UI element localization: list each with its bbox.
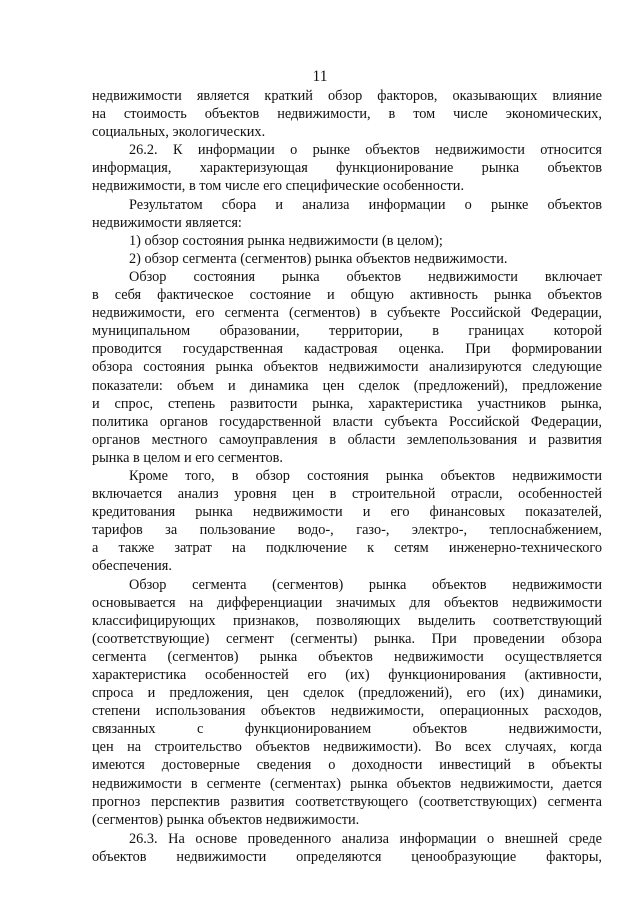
text-line: недвижимости, его сегмента (сегментов) в субъекте Российской Федерации, bbox=[92, 305, 602, 322]
text-line: включается анализ уровня цен в строительной отрасли, особенностей bbox=[92, 486, 602, 503]
text-line: (сегментов) рынка объектов недвижимости. bbox=[92, 811, 360, 828]
text-line: недвижимости в сегменте (сегментах) рынка объектов недвижимости, дается bbox=[92, 775, 602, 792]
text-line: проводится государственная кадастровая оценка. При формировании bbox=[92, 341, 602, 358]
text-line: 26.3. На основе проведенного анализа информации о внешней среде bbox=[129, 831, 602, 848]
text-line: политика органов государственной власти субъекта Российской Федерации, bbox=[92, 413, 602, 430]
text-line: показатели: объем и динамика цен сделок (предложений), предложение bbox=[92, 377, 602, 394]
text-line: Результатом сбора и анализа информации о рынке объектов bbox=[129, 196, 602, 213]
text-line: Обзор состояния рынка объектов недвижимости включает bbox=[129, 268, 602, 285]
text-line: 2) обзор сегмента (сегментов) рынка объектов недвижимости. bbox=[129, 250, 508, 267]
text-line: сегмента (сегментов) рынка объектов недвижимости осуществляется bbox=[92, 648, 602, 665]
text-line: цен на строительство объектов недвижимости). Во всех случаях, когда bbox=[92, 739, 602, 756]
text-line: связанных с функционированием объектов недвижимости, bbox=[92, 721, 602, 738]
text-line: имеются достоверные сведения о доходности инвестиций в объекты bbox=[92, 757, 602, 774]
text-line: прогноз перспектив развития соответствующего (соответствующих) сегмента bbox=[92, 793, 602, 810]
text-line: классифицирующих признаков, позволяющих выделить соответствующий bbox=[92, 612, 602, 629]
text-line: муниципальном образовании, территории, в границах которой bbox=[92, 323, 602, 340]
text-line: недвижимости является краткий обзор факторов, оказывающих влияние bbox=[92, 88, 602, 104]
page-number: 11 bbox=[312, 68, 328, 85]
text-line: характеристика особенностей его (их) функционирования (активности, bbox=[92, 667, 602, 683]
text-line: а также затрат на подключение к сетям инженерно-технического bbox=[92, 540, 602, 557]
text-line: основывается на дифференциации значимых для объектов недвижимости bbox=[92, 594, 602, 611]
text-line: органов местного самоуправления в области землепользования и развития bbox=[92, 431, 602, 448]
text-line: информация, характеризующая функционирование рынка объектов bbox=[92, 160, 602, 177]
text-line: 26.2. К информации о рынке объектов недвижимости относится bbox=[129, 142, 602, 159]
text-line: и спрос, степень развитости рынка, характеристика участников рынка, bbox=[92, 395, 602, 412]
text-line: обеспечения. bbox=[92, 558, 172, 575]
text-line: 1) обзор состояния рынка недвижимости (в целом); bbox=[129, 232, 443, 249]
document-body bbox=[92, 87, 602, 867]
text-line: объектов недвижимости определяются ценообразующие факторы, bbox=[92, 849, 602, 866]
text-line: недвижимости является: bbox=[92, 214, 242, 231]
text-line: социальных, экологических. bbox=[92, 124, 266, 141]
text-line: на стоимость объектов недвижимости, в том числе экономических, bbox=[92, 106, 602, 123]
text-line: тарифов за пользование водо-, газо-, электро-, теплоснабжением, bbox=[92, 522, 602, 539]
text-line: рынка в целом и его сегментов. bbox=[92, 449, 283, 466]
text-line: обзора состояния рынка объектов недвижимости анализируются следующие bbox=[92, 359, 602, 376]
text-line: спроса и предложения, цен сделок (предложений), его (их) динамики, bbox=[92, 685, 602, 702]
text-line: (соответствующие) сегмент (сегменты) рынка. При проведении обзора bbox=[92, 630, 602, 647]
text-line: степени использования объектов недвижимости, операционных расходов, bbox=[92, 703, 602, 720]
text-line: Кроме того, в обзор состояния рынка объектов недвижимости bbox=[129, 467, 602, 484]
text-line: кредитования рынка недвижимости и его финансовых показателей, bbox=[92, 504, 602, 521]
text-line: Обзор сегмента (сегментов) рынка объектов недвижимости bbox=[129, 576, 602, 593]
text-line: в себя фактическое состояние и общую активность рынка объектов bbox=[92, 287, 602, 304]
text-line: недвижимости, в том числе его специфические особенности. bbox=[92, 178, 465, 195]
